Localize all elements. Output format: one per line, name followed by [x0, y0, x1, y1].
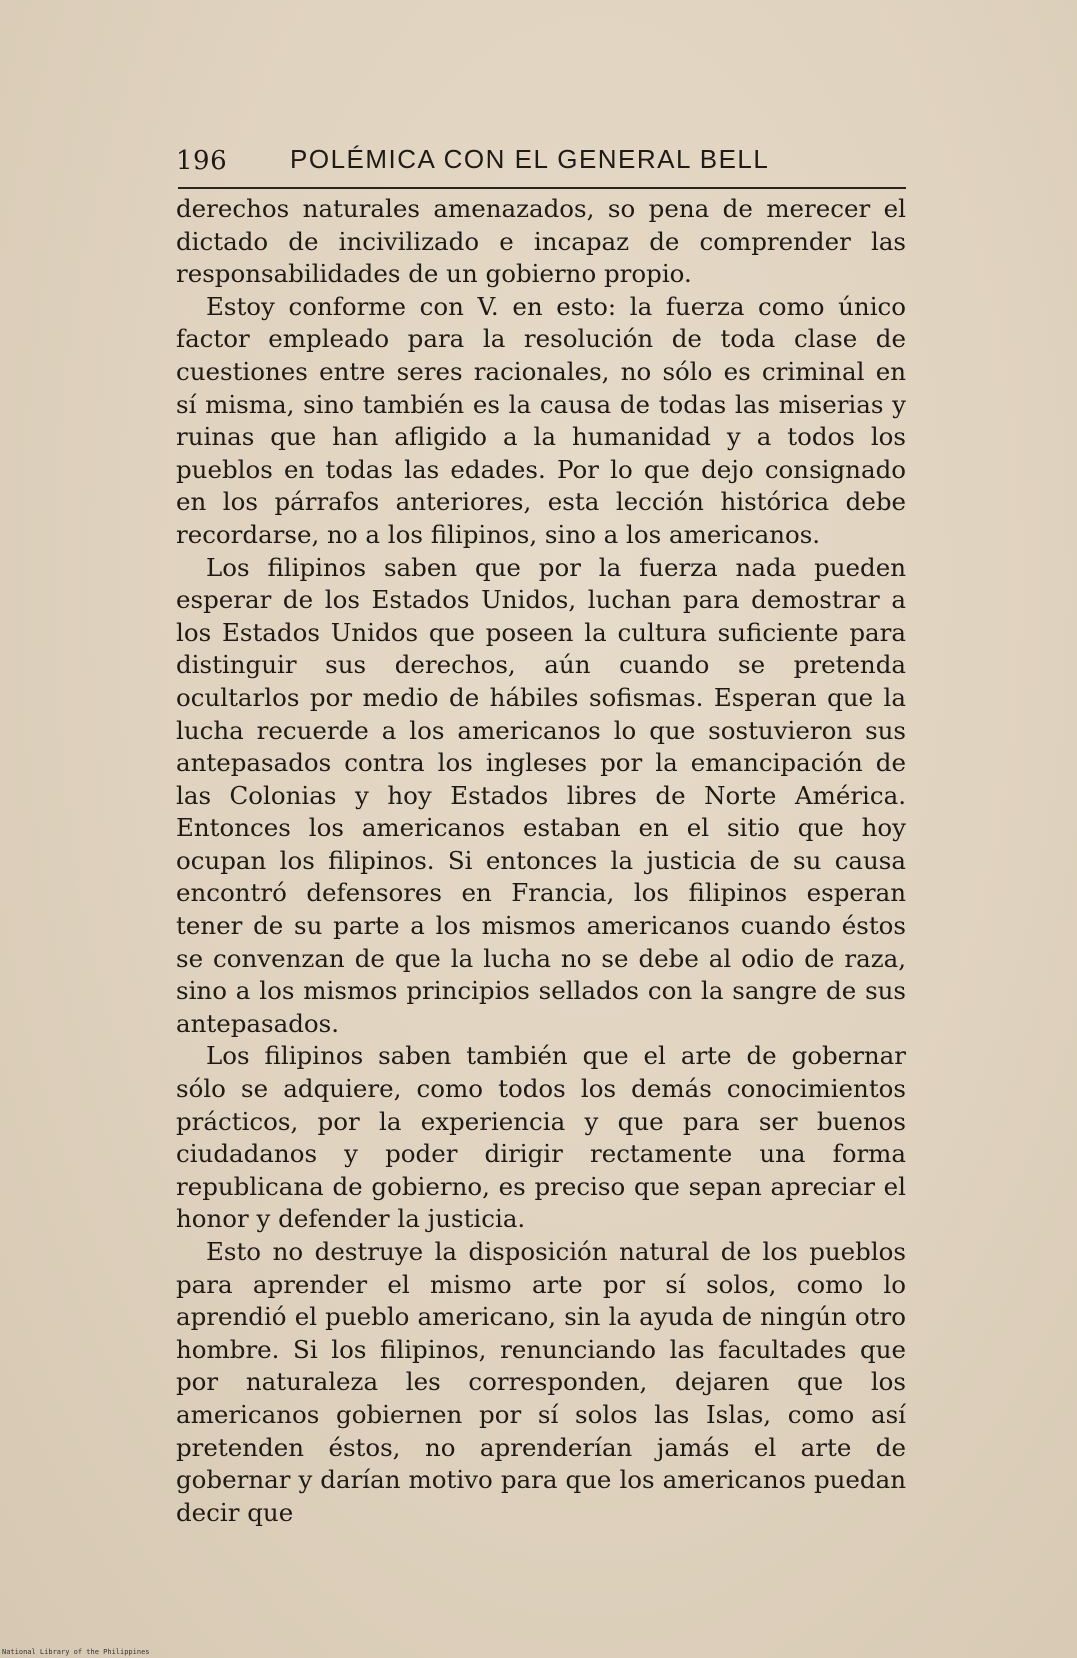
library-credit: National Library of the Philippines [2, 1648, 150, 1656]
paragraph: Estoy conforme con V. en esto: la fuerza como único factor empleado para la resolución de toda clase de cuestiones entre seres racionales, no sólo es criminal en sí misma, sino también es la causa de todas las miserias y ruinas que han afligido a la humanidad y a todos los pueblos en todas las edades. Por lo que dejo consignado en los párrafos anteriores, esta lección histórica debe recordarse, no a los filipinos, sino a los americanos. [176, 291, 906, 549]
running-title: POLÉMICA CON EL GENERAL BELL [290, 144, 770, 174]
paragraph: Los filipinos saben también que el arte de gobernar sólo se adquiere, como todos los demás conocimientos prácticos, por la experiencia y que para ser buenos ciudadanos y poder dirigir rectamente una forma republicana de gobierno, es preciso que sepan apreciar el honor y defender la justicia. [176, 1041, 906, 1234]
body-text [176, 193, 906, 1529]
running-head [176, 140, 906, 180]
paragraph-continued: derechos naturales amenazados, so pena de merecer el dictado de incivilizado e incapaz de comprender las responsabilidades de un gobierno propio. [176, 194, 906, 289]
page-number: 196 [176, 146, 228, 176]
header-rule [178, 187, 906, 189]
paragraph: Esto no destruye la disposición natural de los pueblos para aprender el mismo arte por sí solos, como lo aprendió el pueblo americano, sin la ayuda de ningún otro hombre. Si los filipinos, renunciando las facultades que por naturaleza les corresponden, dejaren que los americanos gobiernen por sí solos las Islas, como así pretenden éstos, no aprenderían jamás el arte de gobernar y darían motivo para que los americanos puedan decir que [176, 1237, 906, 1527]
paragraph: Los filipinos saben que por la fuerza nada pueden esperar de los Estados Unidos, luchan para demostrar a los Estados Unidos que poseen la cultura suficiente para distinguir sus derechos, aún cuando se pretenda ocultarlos por medio de hábiles sofismas. Esperan que la lucha recuerde a los americanos lo que sostuvieron sus antepasados contra los ingleses por la emancipación de las Colonias y hoy Estados libres de Norte América. Entonces los americanos estaban en el sitio que hoy ocupan los filipinos. Si entonces la justicia de su causa encontró defensores en Francia, los filipinos esperan tener de su parte a los mismos americanos cuando éstos se convenzan de que la lucha no se debe al odio de raza, sino a los mismos principios sellados con la sangre de sus antepasados. [176, 552, 906, 1038]
